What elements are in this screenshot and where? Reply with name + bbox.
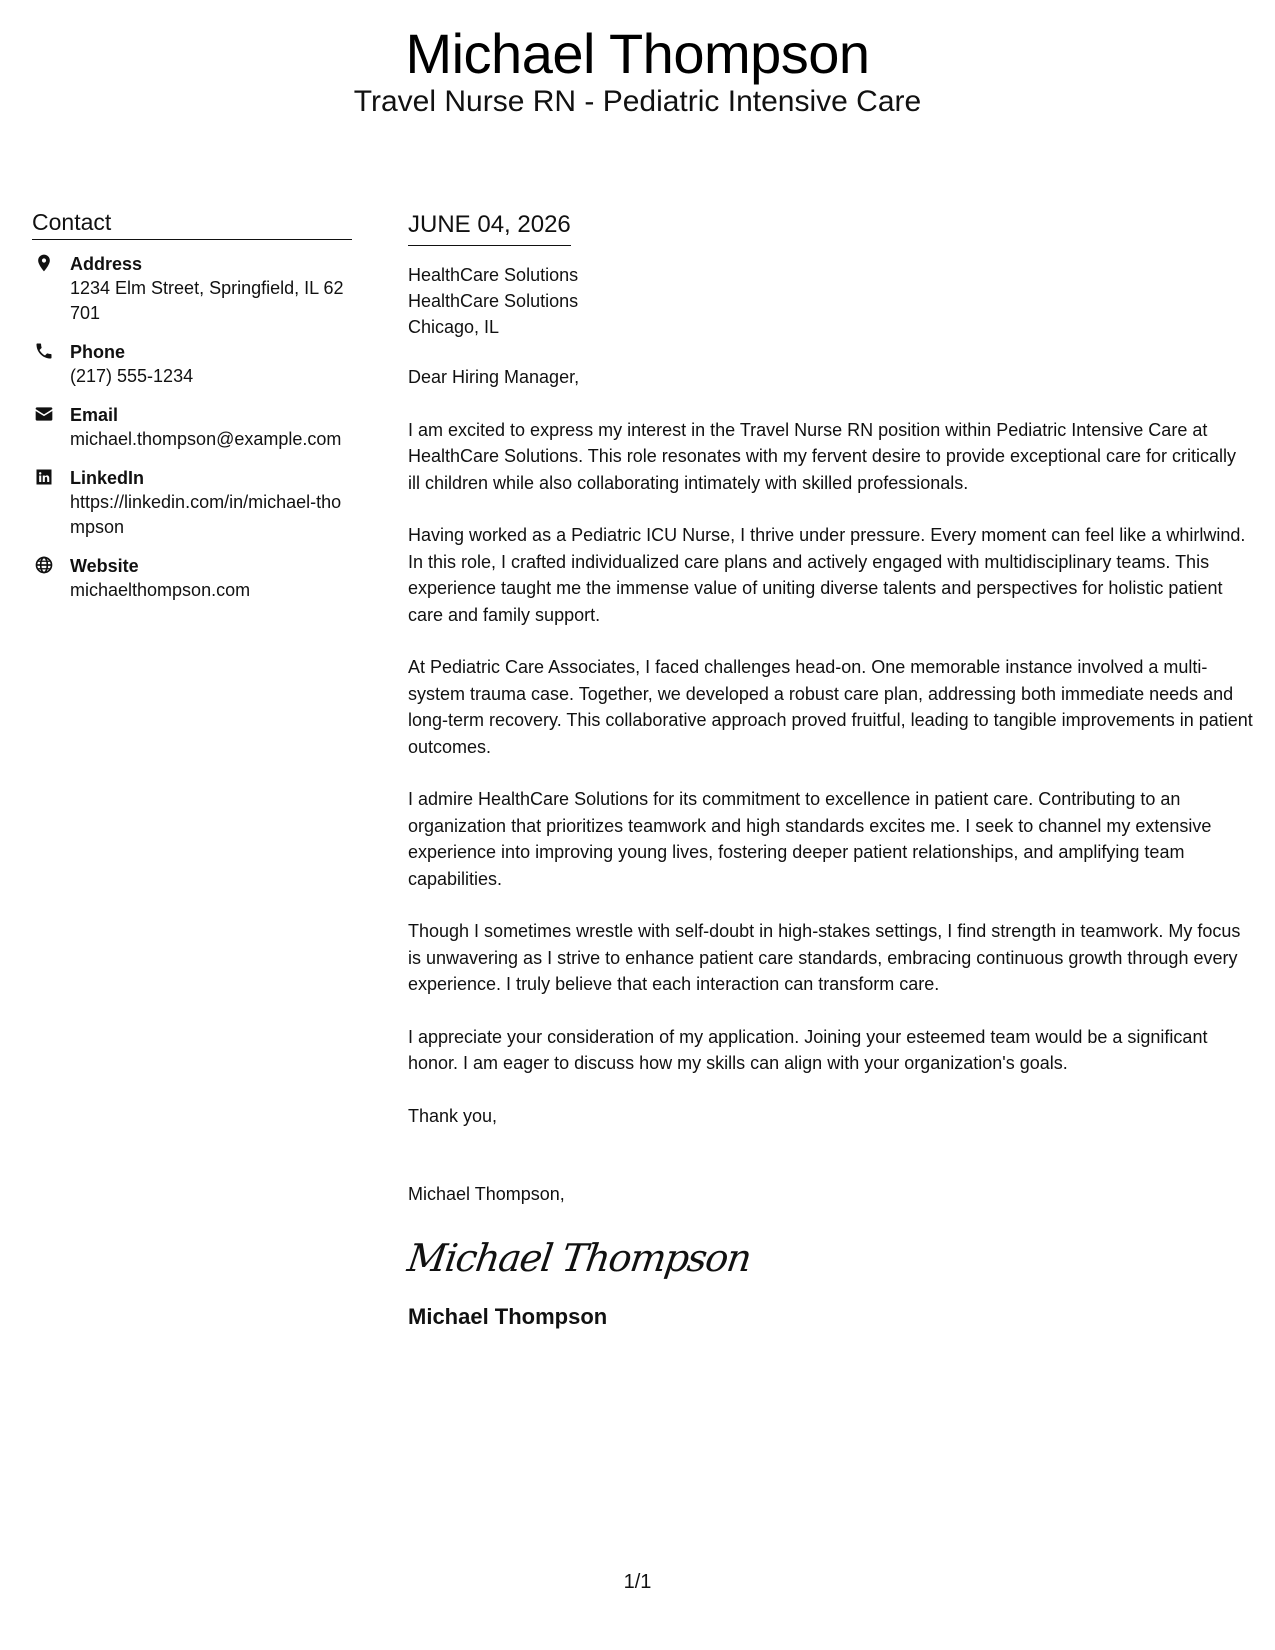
website-label: Website [70, 556, 139, 576]
closing-line: Thank you, [408, 1105, 498, 1126]
recipient-company-secondary: HealthCare Solutions [408, 291, 579, 311]
contact-phone [32, 340, 352, 389]
contact-linkedin [32, 466, 352, 540]
recipient-company: HealthCare Solutions [408, 265, 579, 285]
body-paragraph: At Pediatric Care Associates, I faced challenges head-on. One memorable instance involved a multi-system trauma case. Together, we developed a robust care plan, addressing both immediate needs and long-term recovery. This collaborative approach proved fruitful, leading to tangible improvements in patient outcomes. [408, 657, 1253, 757]
map-pin-icon [34, 253, 54, 273]
contact-sidebar [32, 208, 352, 617]
linkedin-icon [34, 467, 54, 487]
phone-value[interactable]: (217) 555-1234 [70, 366, 194, 386]
address-value: 1234 Elm Street, Springfield, IL 62701 [70, 278, 344, 323]
phone-label: Phone [70, 342, 126, 362]
contact-heading: Contact [32, 208, 352, 240]
salutation: Dear Hiring Manager, [408, 367, 580, 387]
address-label: Address [70, 254, 143, 274]
body-paragraph: I am excited to express my interest in the Travel Nurse RN position within Pediatric Intensive Care at HealthCare Solutions. This role resonates with my fervent desire to provide exceptional care for critically ill children while also collaborating intimately with skilled professionals. [408, 419, 1237, 493]
body-paragraph: I appreciate your consideration of my application. Joining your esteemed team would be a significant honor. I am eager to discuss how my skills can align with your organization's goals. [408, 1026, 1208, 1073]
website-value[interactable]: michaelthompson.com [70, 580, 251, 600]
body-paragraph: I admire HealthCare Solutions for its commitment to excellence in patient care. Contributing to an organization that prioritizes teamwork and high standards excites me. I seek to channel my extensive experience into improving young lives, fostering deeper patient relationships, and amplifying team capabilities. [408, 789, 1212, 889]
letter-date: JUNE 04, 2026 [408, 210, 571, 246]
applicant-name: Michael Thompson [405, 22, 870, 85]
resume-header [0, 22, 1275, 120]
cover-letter-body [404, 210, 1253, 1331]
recipient-block [408, 262, 1253, 340]
contact-address [32, 252, 352, 326]
linkedin-value[interactable]: https://linkedin.com/in/michael-thompson [70, 492, 342, 537]
email-value[interactable]: michael.thompson@example.com [70, 429, 342, 449]
contact-email [32, 403, 352, 452]
phone-icon [34, 341, 54, 361]
linkedin-label: LinkedIn [70, 468, 145, 488]
recipient-location: Chicago, IL [408, 317, 500, 337]
envelope-icon [34, 404, 54, 424]
globe-icon [34, 555, 54, 575]
signed-name: Michael Thompson [408, 1303, 608, 1329]
page-number: 1/1 [623, 1571, 652, 1593]
handwritten-signature: Michael Thompson [404, 1235, 754, 1280]
contact-website [32, 554, 352, 603]
body-paragraph: Having worked as a Pediatric ICU Nurse, I thrive under pressure. Every moment can feel like a whirlwind. In this role, I crafted individualized care plans and actively engaged with multidisciplinary teams. This experience taught me the immense value of uniting diverse talents and perspectives for holistic patient care and family support. [408, 525, 1246, 625]
email-label: Email [70, 405, 119, 425]
signoff-name: Michael Thompson, [408, 1183, 565, 1204]
body-paragraph: Though I sometimes wrestle with self-doubt in high-stakes settings, I find strength in teamwork. My focus is unwavering as I strive to enhance patient care standards, embracing continuous growth through every experience. I truly believe that each interaction can transform care. [408, 921, 1241, 994]
applicant-title: Travel Nurse RN - Pediatric Intensive Care [353, 85, 922, 118]
